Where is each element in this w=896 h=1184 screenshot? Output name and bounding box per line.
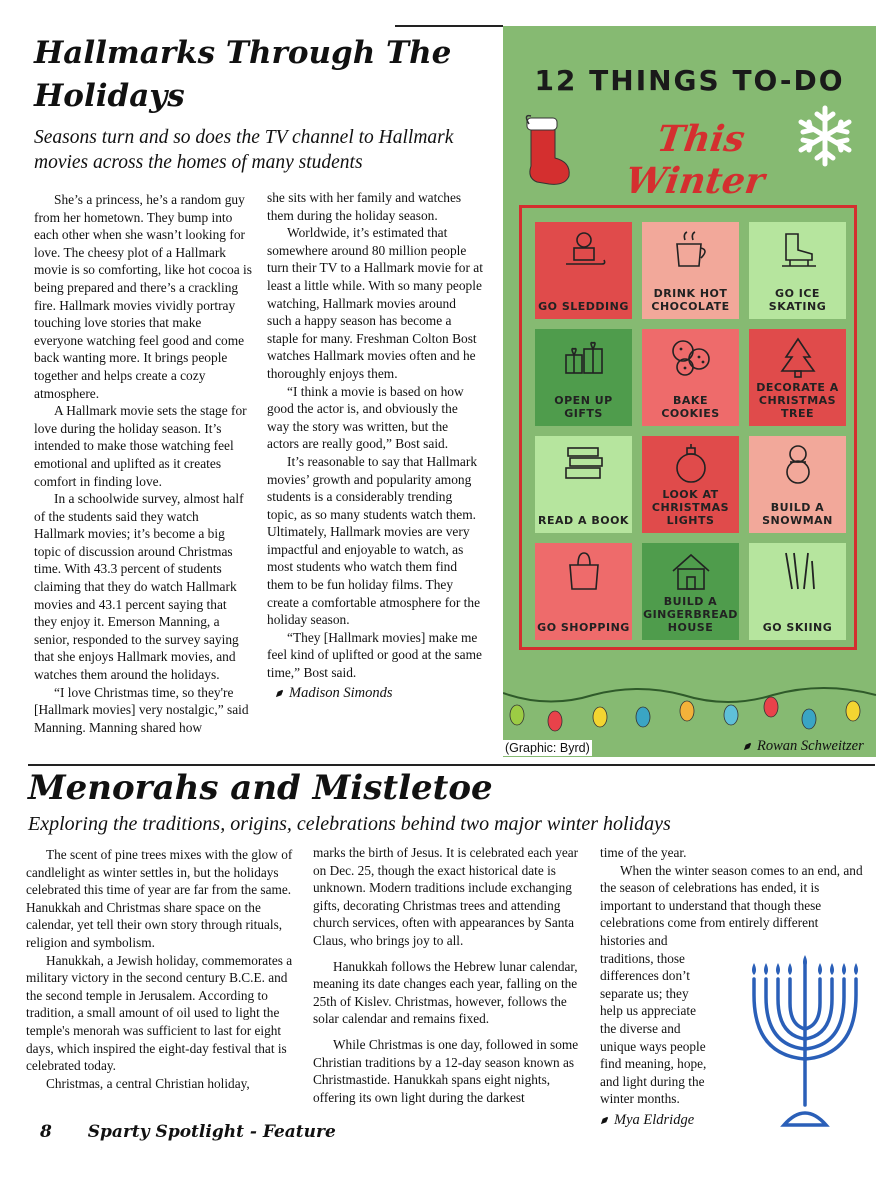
- tile-label: BUILD A SNOWMAN: [762, 501, 833, 527]
- snowman-icon: [776, 442, 820, 486]
- gingerbread-house-icon: [669, 549, 713, 593]
- top-rule: [395, 25, 503, 27]
- text-line: winter months.: [600, 1091, 680, 1107]
- graphic-subtitle: This Winter: [623, 118, 768, 202]
- tile-go-shopping: [535, 543, 632, 640]
- paragraph: “I love Christmas time, so they're [Hallmark movies] very nostalgic,” said Manning. Manning shared how: [34, 684, 249, 735]
- graphic-frame: [519, 205, 857, 650]
- tile-label: GO ICE SKATING: [768, 287, 827, 313]
- tile-label: READ A BOOK: [538, 514, 629, 527]
- tile-go-sledding: [535, 222, 632, 319]
- paragraph: Christmas, a central Christian holiday,: [46, 1075, 250, 1091]
- christmas-tree-icon: [776, 335, 820, 379]
- paragraph: She’s a princess, he’s a random guy from her hometown. They bump into each other when she wasn’t looking for love. The cheesy plot of a Hallmark movie is so comforting, like hot cocoa is being prepared and there’s a crackling fire. Hallmark movies vividly portray touching love stories that make everyone watching feel good and come back wanting more. It brings people together and helps create a cozy atmosphere.: [34, 192, 252, 401]
- article2-headline: Menorahs and Mistletoe: [28, 768, 493, 808]
- article1-byline: [275, 685, 483, 703]
- article2-column-1: [26, 846, 298, 1092]
- text-line: help us appreciate: [600, 1003, 696, 1019]
- paragraph: The scent of pine trees mixes with the glow of candlelight as winter settles in, but the holidays celebrated this time of year are far from the same. Hanukkah and Christmas share space on the calendar, yet tell their own story through rituals, religion and symbolism.: [26, 847, 293, 950]
- paragraph: A Hallmark movie sets the stage for love during the holiday season. It’s intended to make those watching feel emotional and uplifted as it creates comfort in finding love.: [34, 403, 247, 489]
- paragraph: “They [Hallmark movies] make me feel kind of uplifted or good at the same time,” Bost said.: [267, 629, 482, 681]
- text-line: histories and: [600, 932, 668, 948]
- mug-icon: [669, 228, 713, 272]
- page-footer: [40, 1122, 336, 1142]
- tile-drink-hot-chocolate: [642, 222, 739, 319]
- text-line: traditions, those: [600, 950, 685, 966]
- winter-todo-graphic: [503, 26, 876, 757]
- pen-icon: [743, 742, 752, 751]
- paragraph: “I think a movie is based on how good the actor is, and obviously the way the story was written, but the actors are really good,” Bost said.: [267, 383, 464, 452]
- graphic-byline: [743, 738, 864, 755]
- byline-name: Rowan Schweitzer: [757, 738, 864, 754]
- article1-deck: Seasons turn and so does the TV channel to Hallmark movies across the homes of many students: [34, 127, 454, 173]
- byline-name: Mya Eldridge: [614, 1111, 695, 1128]
- shopping-bag-icon: [562, 549, 606, 593]
- tile-bake-cookies: [642, 329, 739, 426]
- tile-build-a-snowman: [749, 436, 846, 533]
- tile-label: GO SKIING: [762, 621, 833, 634]
- tile-look-at-christmas-lights: [642, 436, 739, 533]
- paragraph: It’s reasonable to say that Hallmark movies’ growth and popularity among students is a considerably trending topic, as so many students watch them. Ultimately, Hallmark movies are very impactful and enjoyable to watch, as most students who watch them find them to be fun holiday films. They create a comfortable atmosphere for the holiday season.: [267, 453, 481, 628]
- tile-build-a-gingerbread-house: [642, 543, 739, 640]
- paragraph: marks the birth of Jesus. It is celebrated each year on Dec. 25, though the exact historical date is unknown. Modern traditions include exchanging gifts, decorating Christmas trees and attending church services, often with appearances by Santa Claus, who brings joy to all.: [313, 845, 579, 948]
- ice-skate-icon: [776, 228, 820, 272]
- paragraph: When the winter season comes to an end, and the season of celebrations has ended, it is important to understand that though these celebrations come from entirely different: [600, 862, 863, 931]
- menorah-icon: [746, 955, 864, 1131]
- tile-label: OPEN UP GIFTS: [554, 394, 613, 420]
- tile-read-a-book: [535, 436, 632, 533]
- tile-go-skiing: [749, 543, 846, 640]
- article1-column-1: [34, 191, 252, 736]
- article1-column-2: [267, 189, 483, 702]
- byline-name: Madison Simonds: [289, 684, 393, 701]
- pen-icon: [275, 689, 284, 698]
- tile-go-ice-skating: [749, 222, 846, 319]
- tile-label: DECORATE A CHRISTMAS TREE: [756, 381, 839, 420]
- tile-label: BUILD A GINGERBREAD HOUSE: [643, 595, 738, 634]
- paragraph: Hanukkah follows the Hebrew lunar calendar, meaning its date changes each year, falling on the 25th of Kislev. Christmas, however, follows the solar calendar and remains fixed.: [313, 958, 578, 1027]
- section-divider: [28, 764, 875, 766]
- cookie-icon: [669, 335, 713, 379]
- paragraph: In a schoolwide survey, almost half of the students said they watch Hallmark movies; it’s become a big topic of discussion around Christmas time. With 43.3 percent of students claiming that they do watch Hallmark movies and 43.1 percent saying that they enjoy it. Emerson Manning, a senior, responded to the survey saying that she enjoys Hallmark movies, and watches them around the holidays.: [34, 491, 244, 683]
- tile-label: BAKE COOKIES: [661, 394, 720, 420]
- article1-headline: Hallmarks Through The Holidays: [34, 35, 452, 114]
- text-line: unique ways people: [600, 1038, 706, 1054]
- graphic-title: 12 THINGS TO-DO: [534, 64, 845, 97]
- ornament-icon: [669, 442, 713, 486]
- tile-decorate-a-christmas-tree: [749, 329, 846, 426]
- tile-label: GO SHOPPING: [537, 621, 630, 634]
- tile-label: DRINK HOT CHOCOLATE: [651, 287, 730, 313]
- text-line: differences don’t: [600, 968, 690, 984]
- books-icon: [562, 442, 606, 486]
- paragraph: While Christmas is one day, followed in some Christian traditions by a 12-day season known as Christmastide. Hanukkah spans eight nights, offering its own light during the darkest: [313, 1036, 579, 1105]
- paragraph: Hanukkah, a Jewish holiday, commemorates a military victory in the second century B.C.E. and the second temple in Jerusalem. According to tradition, a small amount of oil used to light the temple's menorah was sufficient to last for eight days, which inspired the eight-day festival that is celebrated today.: [26, 952, 293, 1074]
- article2-deck: Exploring the traditions, origins, celebrations behind two major winter holidays: [28, 813, 671, 835]
- article2-column-2: [313, 844, 585, 1106]
- pen-icon: [600, 1116, 609, 1125]
- string-lights-icon: [503, 681, 876, 736]
- snowflake-icon: [793, 104, 857, 168]
- gift-icon: [562, 335, 606, 379]
- text-line: separate us; they: [600, 985, 689, 1001]
- paragraph: time of the year.: [600, 845, 687, 860]
- sled-icon: [562, 228, 606, 272]
- tile-open-up-gifts: [535, 329, 632, 426]
- stocking-icon: [521, 114, 577, 188]
- text-line: the diverse and: [600, 1020, 681, 1036]
- text-line: and light during the: [600, 1073, 705, 1089]
- text-line: find meaning, hope,: [600, 1056, 707, 1072]
- page-number: 8: [40, 1122, 52, 1142]
- graphic-credit: (Graphic: Byrd): [505, 741, 590, 755]
- tile-label: LOOK AT CHRISTMAS LIGHTS: [651, 488, 730, 527]
- tile-label: GO SLEDDING: [538, 300, 629, 313]
- section-name: Sparty Spotlight - Feature: [87, 1122, 336, 1142]
- paragraph: Worldwide, it’s estimated that somewhere around 80 million people turn their TV to a Hallmark movie for at least a little while. With so many people watching, Hallmark movies around such a happy season has become a staple for many. Freshman Colton Bost watches Hallmark movies often and he thoroughly enjoys them.: [267, 225, 483, 381]
- skis-icon: [776, 549, 820, 593]
- paragraph: she sits with her family and watches them during the holiday season.: [267, 190, 462, 223]
